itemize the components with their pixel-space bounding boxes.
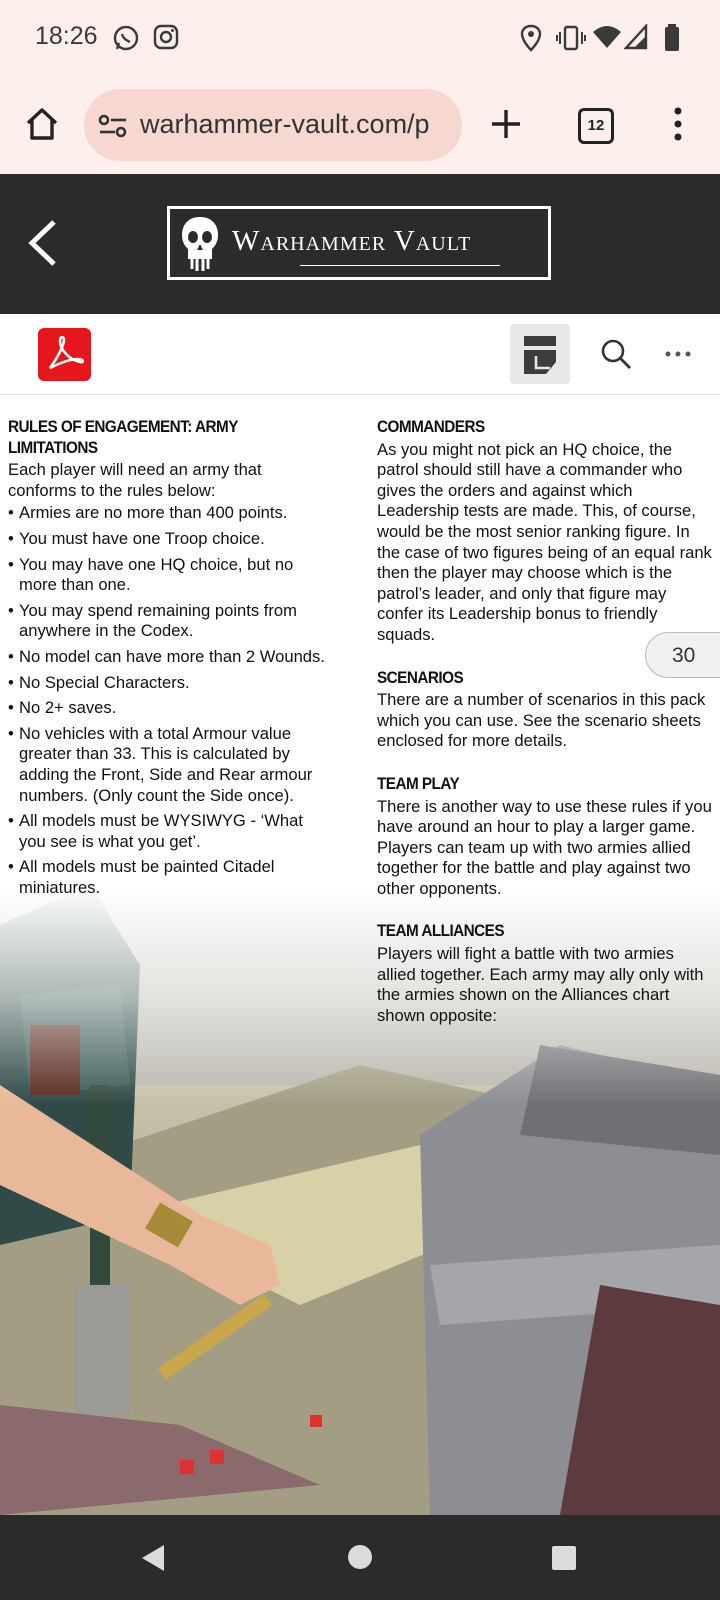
section-heading: SCENARIOS xyxy=(377,667,464,687)
page-layout-icon xyxy=(522,334,558,376)
instagram-icon xyxy=(153,24,179,50)
section-heading: TEAM ALLIANCES xyxy=(377,921,505,941)
army-limitations-intro: Each player will need an army that conforms to the rules below: xyxy=(8,460,262,500)
home-icon[interactable] xyxy=(24,106,60,142)
section-heading: COMMANDERS xyxy=(377,417,485,436)
logo-text: Warhammer Vault xyxy=(232,225,472,257)
list-item: • You may have one HQ choice, but no more than one. xyxy=(8,555,328,596)
page-number-indicator[interactable]: 30 xyxy=(645,632,720,678)
list-item: • All models must be WYSIWYG - ‘What you see is what you get’. xyxy=(8,811,328,852)
section-text: Players will fight a battle with two armies allied together. Each army may ally only with the armies shown on the Alliances chart shown opposite: xyxy=(377,944,704,1025)
page-layout-button[interactable] xyxy=(510,324,570,384)
pdf-toolbar xyxy=(0,314,720,395)
list-item: • No model can have more than 2 Wounds. xyxy=(8,647,328,668)
list-item: • No Special Characters. xyxy=(8,673,328,694)
nav-recents-icon[interactable] xyxy=(551,1545,577,1571)
browser-toolbar xyxy=(0,76,720,174)
list-item: • No 2+ saves. xyxy=(8,698,328,719)
list-item: • You must have one Troop choice. xyxy=(8,529,328,550)
commanders-section xyxy=(377,417,715,646)
system-navigation-bar xyxy=(0,1515,720,1600)
section-text: There are a number of scenarios in this pack which you can use. See the scenario sheets enclosed for more details. xyxy=(377,690,706,751)
left-column xyxy=(8,417,328,903)
section-heading: TEAM PLAY xyxy=(377,773,460,793)
army-limitations-list xyxy=(8,503,328,898)
site-settings-icon[interactable] xyxy=(98,113,128,139)
nav-home-icon[interactable] xyxy=(346,1543,374,1571)
list-item: • All models must be painted Citadel miniatures. xyxy=(8,857,328,898)
signal-icon xyxy=(624,24,648,50)
right-column xyxy=(377,417,715,1048)
skull-icon xyxy=(180,215,220,273)
warhammer-vault-logo[interactable] xyxy=(167,206,551,280)
tab-switcher-button[interactable]: 12 xyxy=(578,108,614,144)
more-options-icon[interactable] xyxy=(672,106,684,142)
team-alliances-section xyxy=(377,921,715,1026)
battery-icon xyxy=(664,24,680,52)
list-item: • Armies are no more than 400 points. xyxy=(8,503,328,524)
whatsapp-icon xyxy=(112,24,140,52)
new-tab-icon[interactable] xyxy=(490,108,522,140)
site-header xyxy=(0,174,720,314)
url-text[interactable]: warhammer-vault.com/p xyxy=(140,109,430,139)
location-icon xyxy=(520,24,542,52)
section-text: There is another way to use these rules if you have around an hour to play a larger game. Players can team up with two armies allied together for the battle and play against two other opponents. xyxy=(377,796,712,898)
adobe-pdf-icon xyxy=(38,328,91,381)
army-limitations-heading: RULES OF ENGAGEMENT: ARMY LIMITATIONS xyxy=(8,417,238,457)
section-text: As you might not pick an HQ choice, the patrol should still have a commander who gives the orders and against which Leadership tests are made. This, of course, would be the most senior ranking figure. In the case of two figures being of an equal rank then the player may choose which is the patrol’s leader, and only that figure may confer its Leadership bonus to friendly squads. xyxy=(377,439,712,644)
status-time: 18:26 xyxy=(35,22,98,50)
pdf-page[interactable] xyxy=(0,395,720,1515)
viewer-more-icon[interactable] xyxy=(664,350,692,358)
scenarios-section xyxy=(377,668,715,752)
back-icon[interactable] xyxy=(26,218,58,268)
search-icon[interactable] xyxy=(600,338,632,370)
nav-back-icon[interactable] xyxy=(140,1543,166,1573)
list-item: • You may spend remaining points from anywhere in the Codex. xyxy=(8,601,328,642)
list-item: • No vehicles with a total Armour value greater than 33. This is calculated by adding the Front, Side and Rear armour numbers. (Only count the Side once). xyxy=(8,724,328,806)
wifi-icon xyxy=(593,24,621,50)
address-bar[interactable] xyxy=(84,89,462,161)
vibrate-icon xyxy=(556,24,586,52)
status-bar xyxy=(0,0,720,76)
team-play-section xyxy=(377,774,715,900)
